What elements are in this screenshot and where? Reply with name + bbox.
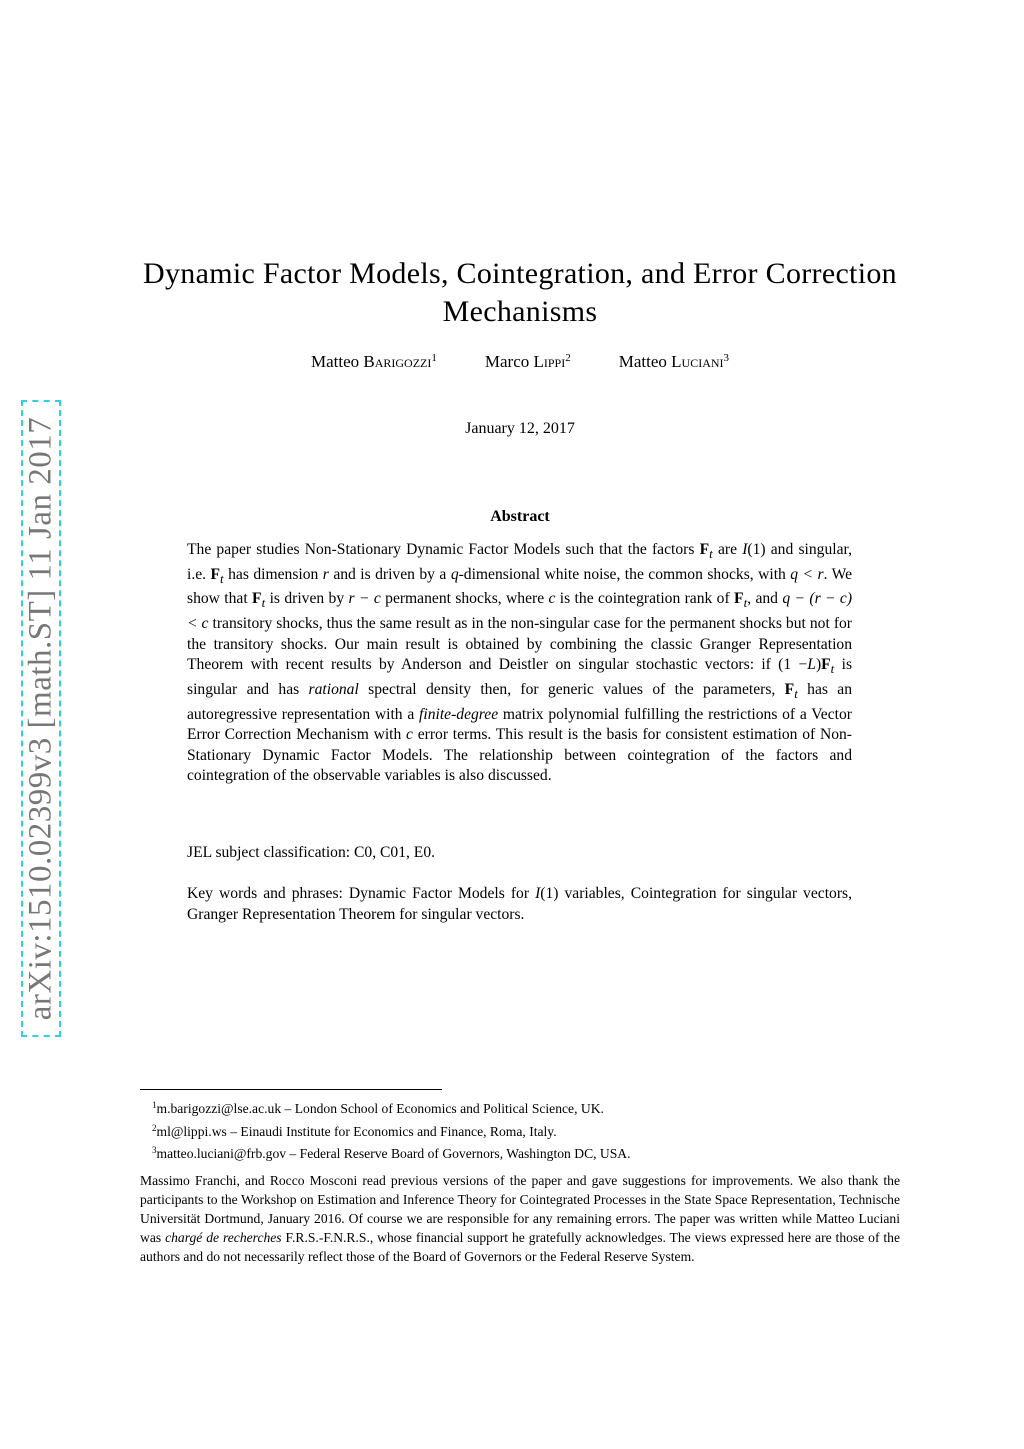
jel-classification: JEL subject classification: C0, C01, E0. [187,844,436,861]
footnote-3: $^3$matteo.luciani@frb.gov – Federal Reserve Board of Governors, Washington DC, USA. [152,1145,631,1161]
arxiv-stamp [21,400,61,1037]
author-1: Matteo Barigozzi$^1$ [310,352,437,371]
footnote-2: $^2$ml@lippi.ws – Einaudi Institute for Economics and Finance, Roma, Italy. [152,1122,557,1139]
footnote-1: $^1$m.barigozzi@lse.ac.uk – London School of Economics and Political Science, UK. [152,1100,604,1116]
arxiv-identifier: arXiv:1510.02399v3 [math.ST] 11 Jan 2017 [22,416,59,1021]
author-2: Marco Lippi$^2$ [484,352,571,371]
abstract-heading: Abstract [490,508,550,525]
footnote-rule [140,1089,442,1090]
paper-title: Dynamic Factor Models, Cointegration, and Error Correction Mechanisms [143,257,897,328]
keywords: Key words and phrases: Dynamic Factor Models for I(1) variables, Cointegration for singular vectors, Granger Representation Theorem for singular vectors. [187,885,852,923]
footnotes [152,1096,900,1164]
paper-date: January 12, 2017 [465,420,575,437]
author-3: Matteo Luciani$^3$ [618,352,730,371]
author-list [150,352,890,372]
abstract-text: The paper studies Non-Stationary Dynamic Factor Models such that the factors $F_t$ are I(1) and singular, i.e. $F_t$ has dimension r and is driven by a q-dimensional white noise, the common shocks, with q < r. We show that $F_t$ is driven by r − c permanent shocks, where c is the cointegration rank of $F_t$, and q − (r − c) < c transitory shocks, thus the same result as in the non-singular case for the permanent shocks but not for the transitory shocks. Our main result is obtained by combining the classic Granger Representation Theorem with recent results by Anderson and Deistler on singular stochastic vectors: if $(1 -L)F_t$ is singular and has rational spectral density then, for generic values of the parameters, $F_t$ has an autoregressive representation with a finite-degree matrix polynomial fulfilling the restrictions of a Vector Error Correction Mechanism with c error terms. This result is the basis for consistent estimation of Non-Stationary Dynamic Factor Models. The relationship between cointegration of the factors and cointegration of the observable variables is also discussed. [187,541,853,785]
acknowledgement: Massimo Franchi, and Rocco Mosconi read previous versions of the paper and gave suggestions for improvements. We also thank the participants to the Workshop on Estimation and Inference Theory for Cointegrated Processes in the State Space Representation, Technische Universität Dortmund, January 2016. Of course we are responsible for any remaining errors. The paper was written while Matteo Luciani was chargé de recherches F.R.S.-F.N.R.S., whose financial support he gratefully acknowledges. The views expressed here are those of the authors and do not necessarily reflect those of the Board of Governors or the Federal Reserve System. [140,1173,900,1264]
